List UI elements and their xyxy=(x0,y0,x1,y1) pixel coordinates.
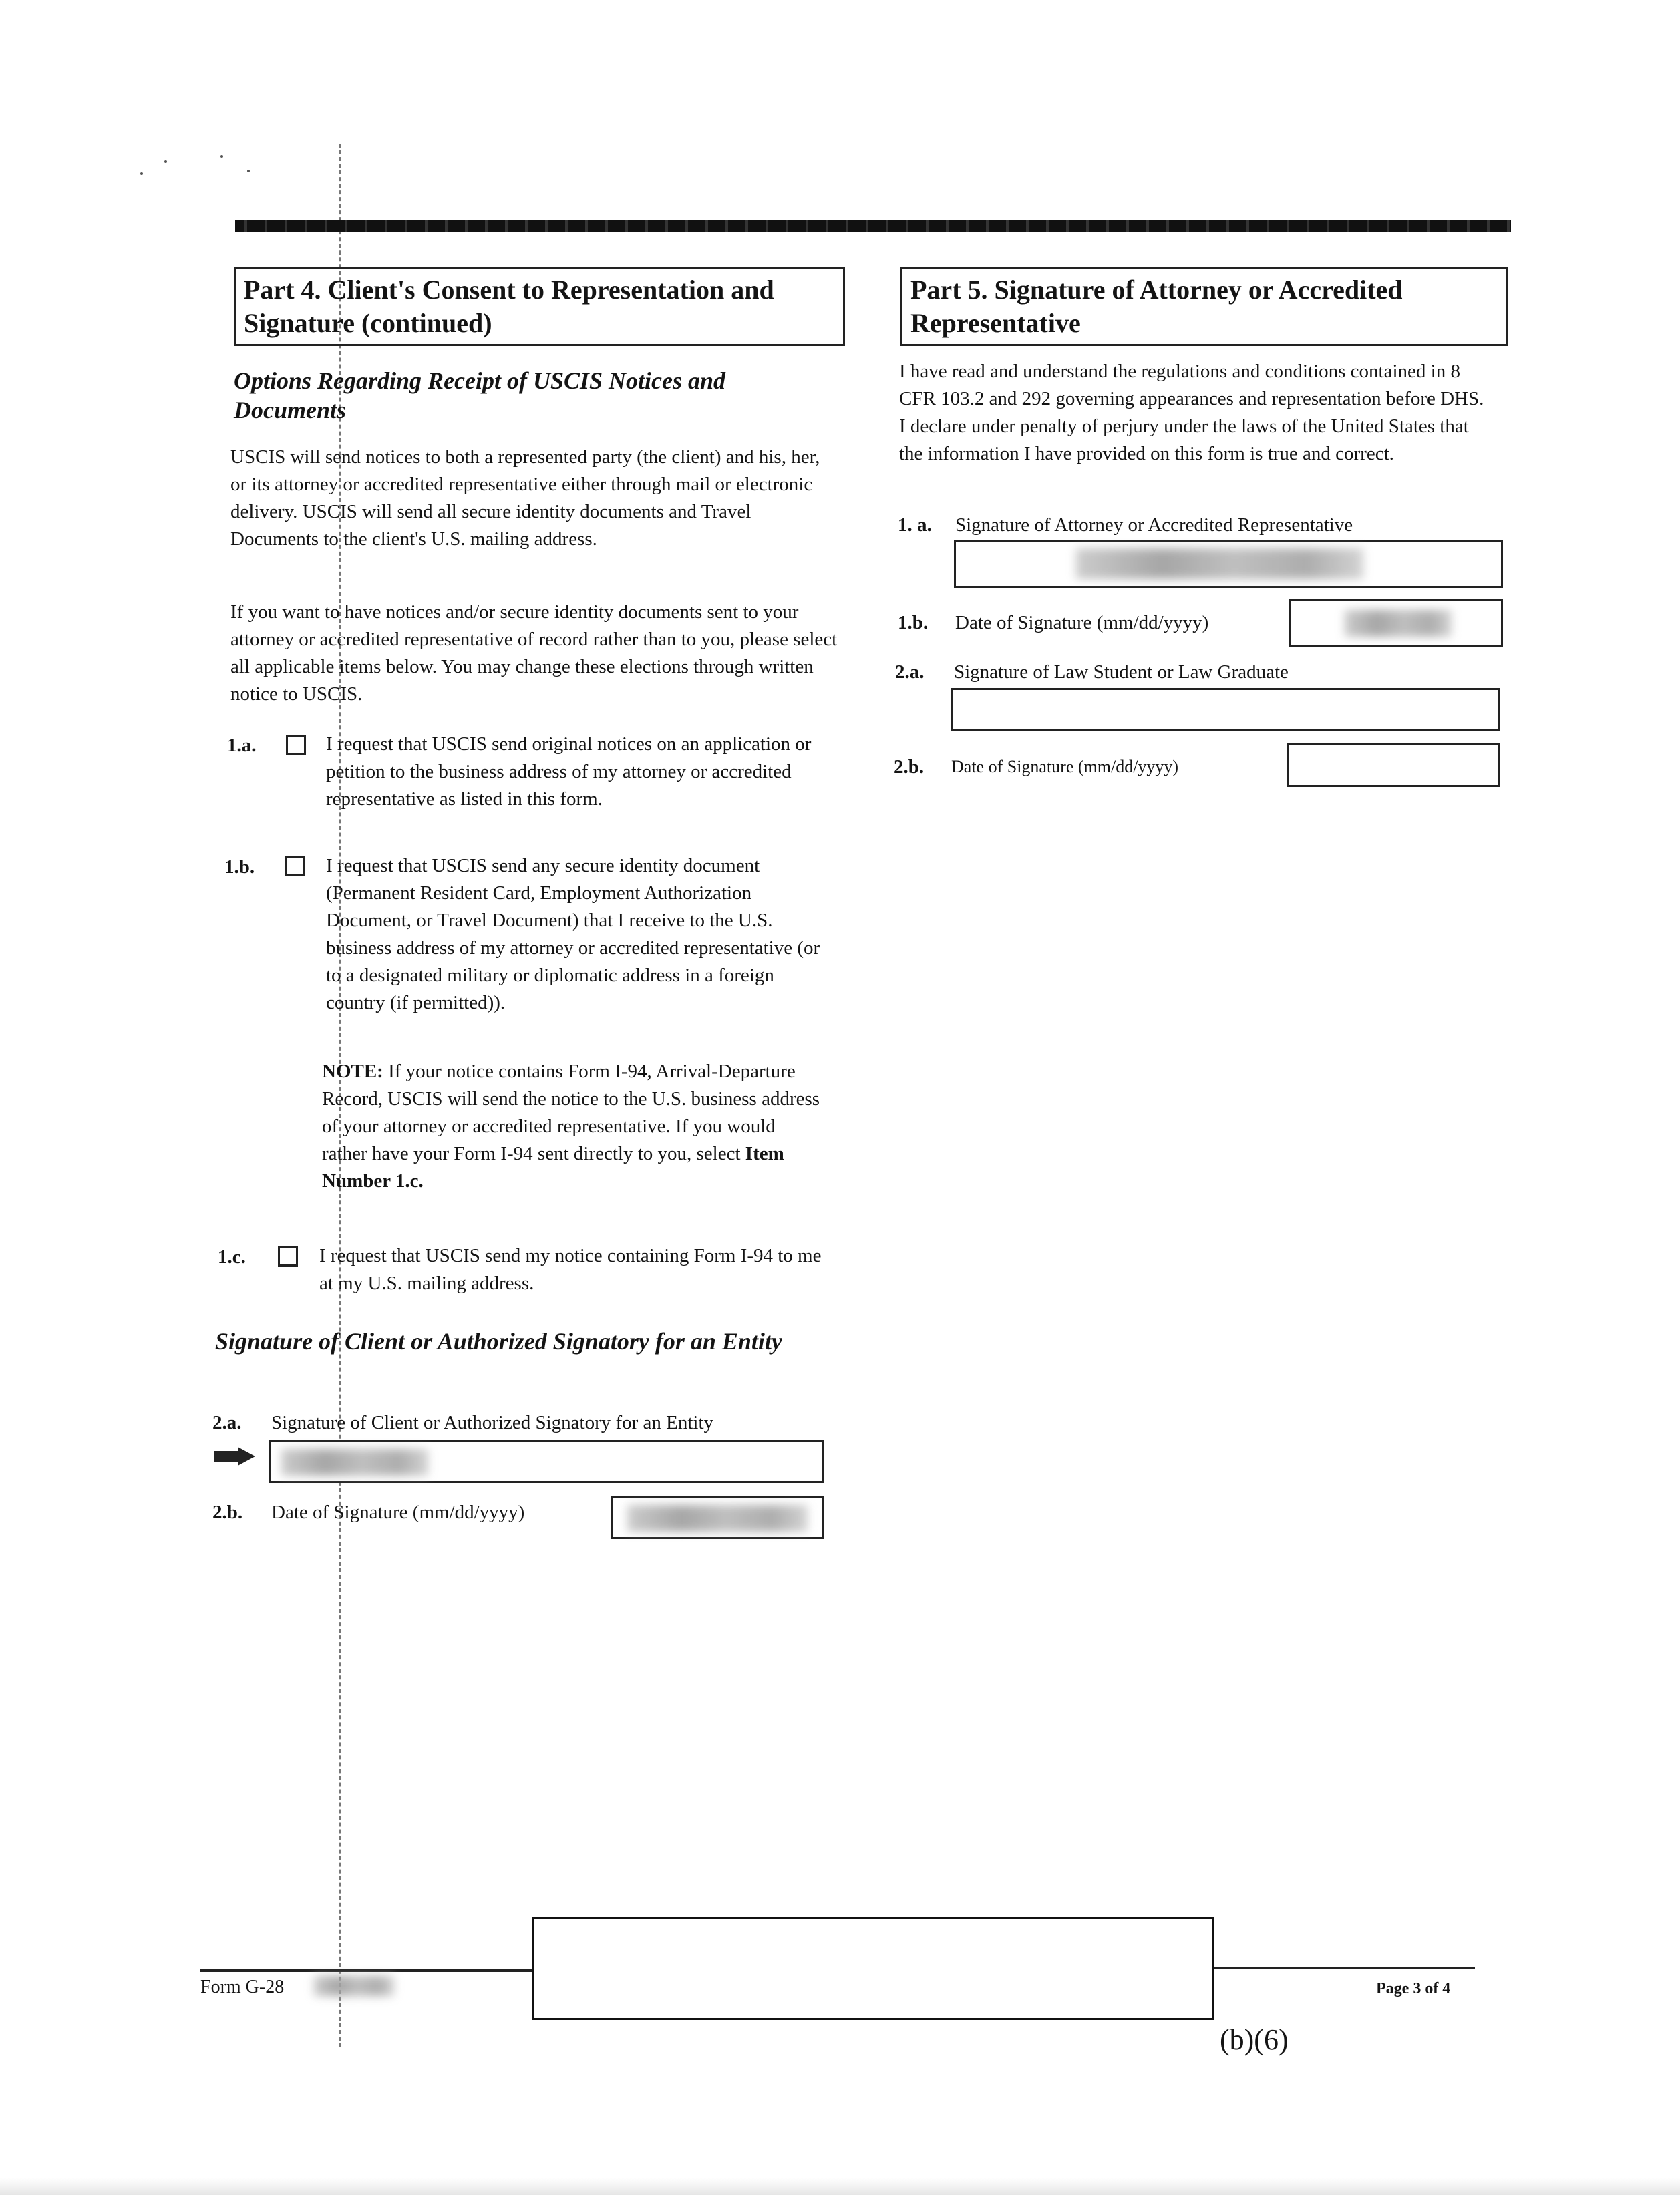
client-date-field[interactable] xyxy=(611,1496,824,1539)
item-1b-number: 1.b. xyxy=(224,856,255,878)
part4-instructions: If you want to have notices and/or secure identity documents sent to your attorney or accredited representative of record rather than to you, please select all applicable items below. You may change these elections through written notice to USCIS. xyxy=(230,601,838,705)
client-signature-field[interactable] xyxy=(269,1440,824,1483)
scan-bottom-edge xyxy=(0,2178,1680,2195)
scan-speck xyxy=(220,155,223,158)
client-sig-2a-label: Signature of Client or Authorized Signatory for an Entity xyxy=(271,1412,714,1433)
law-student-2a-label: Signature of Law Student or Law Graduate xyxy=(954,661,1289,683)
redacted-signature xyxy=(281,1449,428,1476)
note-label: NOTE: xyxy=(322,1061,383,1082)
item-1c-checkbox[interactable] xyxy=(278,1246,298,1267)
footer-form-name: Form G-28 xyxy=(200,1977,285,1997)
redacted-date xyxy=(1345,610,1452,637)
scan-speck xyxy=(247,170,250,172)
part5-title: Part 5. Signature of Attorney or Accredited Representative xyxy=(910,275,1403,338)
redaction-code: (b)(6) xyxy=(1220,2023,1289,2056)
item-1b-text: I request that USCIS send any secure identity document (Permanent Resident Card, Employment Authorization Document, or Travel Document) that I receive to the U.S. business address of my attorney or accredited representative (or to a designated military or diplomatic address in a foreign country (if permitted)). xyxy=(326,855,820,1013)
item-1c-number: 1.c. xyxy=(218,1246,246,1268)
attorney-signature-field[interactable] xyxy=(954,540,1503,588)
part4-title-box xyxy=(234,267,845,346)
law-student-2b-label: Date of Signature (mm/dd/yyyy) xyxy=(951,757,1179,776)
footer-rule-right xyxy=(1214,1967,1475,1969)
client-sig-2b-label: Date of Signature (mm/dd/yyyy) xyxy=(271,1502,525,1523)
law-student-2b-number: 2.b. xyxy=(894,756,925,778)
scan-speck xyxy=(140,172,143,175)
redacted-edition-date xyxy=(314,1976,394,1996)
note-item-reference: Item Number 1.c. xyxy=(322,1143,784,1192)
footer-page-number: Page 3 of 4 xyxy=(1376,1980,1451,1997)
part4-title: Part 4. Client's Consent to Representation and Signature (continued) xyxy=(244,275,774,338)
attorney-sig-1b-number: 1.b. xyxy=(898,612,929,633)
item-1b-checkbox[interactable] xyxy=(285,856,305,876)
law-student-date-field[interactable] xyxy=(1287,743,1500,787)
part5-title-box xyxy=(900,267,1508,346)
attorney-sig-1a-number: 1. a. xyxy=(898,514,932,536)
client-signature-heading: Signature of Client or Authorized Signatory for an Entity xyxy=(215,1328,782,1355)
law-student-signature-field[interactable] xyxy=(951,688,1500,731)
item-1a-text: I request that USCIS send original notices on an application or petition to the business address of my attorney or accredited representative as listed in this form. xyxy=(326,733,812,810)
item-1c-text: I request that USCIS send my notice containing Form I-94 to me at my U.S. mailing address. xyxy=(319,1245,822,1294)
redacted-date xyxy=(627,1505,808,1532)
client-sig-2b-number: 2.b. xyxy=(212,1502,243,1523)
item-1a-number: 1.a. xyxy=(227,735,257,756)
part4-intro: USCIS will send notices to both a represented party (the client) and his, her, or its attorney or accredited representative either through mail or electronic delivery. USCIS will send all secure identity documents and Travel Documents to the client's U.S. mailing address. xyxy=(230,446,820,550)
item-1a-checkbox[interactable] xyxy=(286,735,306,755)
part5-declaration: I have read and understand the regulations and conditions contained in 8 CFR 103.2 and 292 governing appearances and representation before DHS. I declare under penalty of perjury under the laws of the United States that the information I have provided on this form is true and correct. xyxy=(899,361,1484,464)
note-block xyxy=(322,1058,823,1195)
scan-speck xyxy=(164,160,167,163)
redacted-signature xyxy=(1076,548,1363,579)
options-heading: Options Regarding Receipt of USCIS Notices and Documents xyxy=(234,367,726,424)
form-header-bar xyxy=(235,220,1511,232)
attorney-sig-1a-label: Signature of Attorney or Accredited Representative xyxy=(955,514,1353,536)
footer-rule-left xyxy=(200,1969,534,1972)
law-student-2a-number: 2.a. xyxy=(895,661,925,683)
signature-arrow-icon xyxy=(214,1447,255,1466)
attorney-sig-1b-label: Date of Signature (mm/dd/yyyy) xyxy=(955,612,1209,633)
redaction-box xyxy=(532,1917,1214,2020)
client-sig-2a-number: 2.a. xyxy=(212,1412,242,1433)
note-text: If your notice contains Form I-94, Arrival-Departure Record, USCIS will send the notice to the U.S. business address of your attorney or accredited representative. If you would rather have your Form I-94 sent directly to you, select xyxy=(322,1061,820,1164)
attorney-date-field[interactable] xyxy=(1289,599,1503,647)
